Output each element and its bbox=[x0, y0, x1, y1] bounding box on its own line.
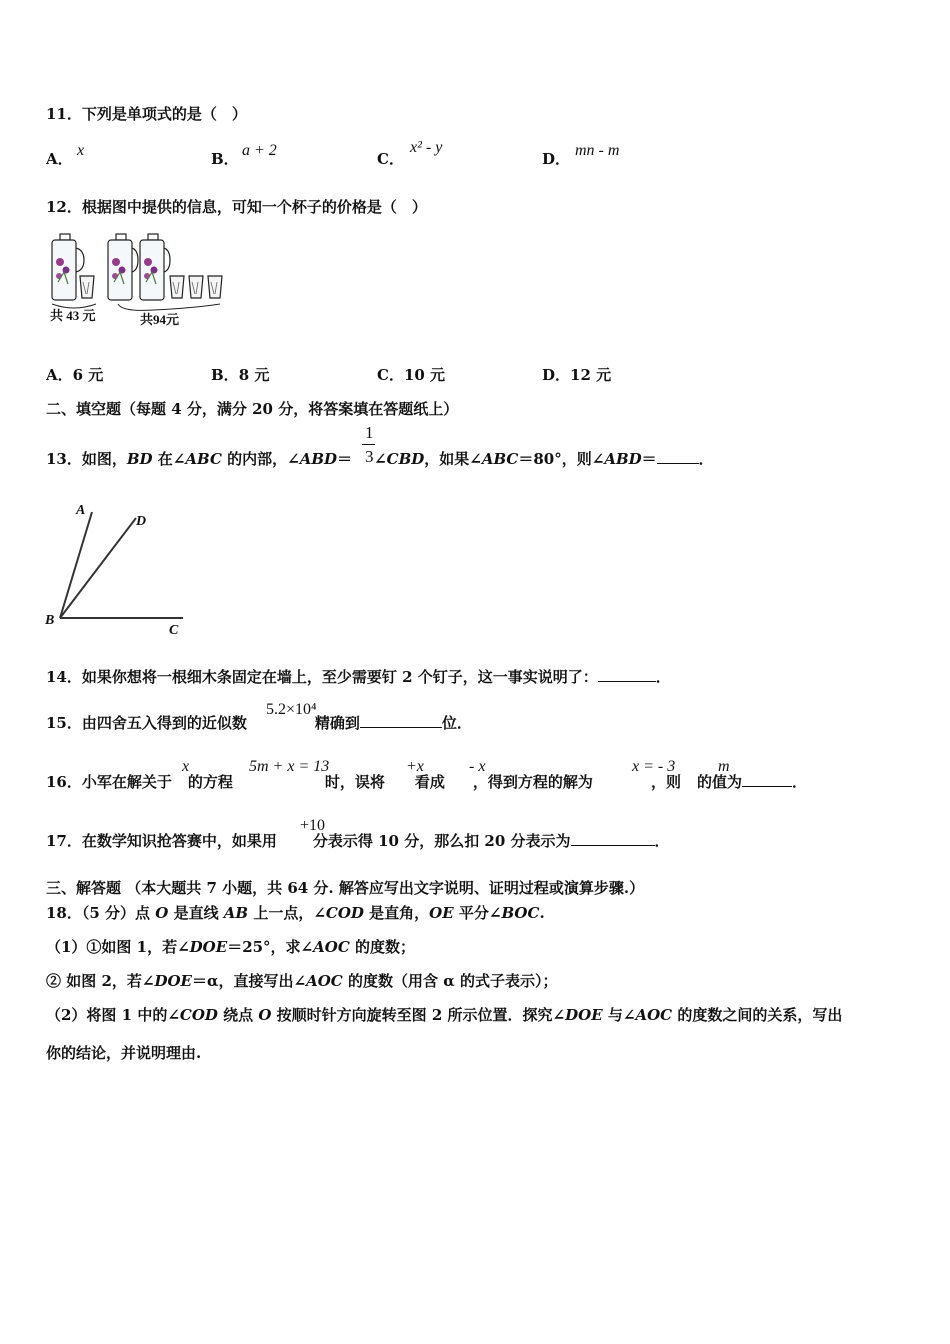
q16-plus-x: +x bbox=[406, 758, 424, 775]
q16-part: ，则 bbox=[650, 773, 681, 791]
q13-var-abc: ABC bbox=[481, 450, 519, 468]
q18-part: 是直角， bbox=[363, 904, 430, 922]
q18-part: . bbox=[539, 904, 545, 922]
q13-var-abd: ABD bbox=[299, 450, 338, 468]
q18-var: COD bbox=[179, 1006, 218, 1024]
q16-var-m: m bbox=[718, 758, 730, 775]
q18-part: 平分∠ bbox=[453, 904, 502, 922]
option-letter: B． bbox=[211, 366, 239, 384]
q13-var-cbd: CBD bbox=[386, 450, 425, 468]
q13-angle-figure bbox=[40, 498, 190, 640]
q15-part: 15．由四舍五入得到的近似数 bbox=[46, 714, 247, 732]
option-letter: C． bbox=[377, 150, 404, 168]
q16-part: ，得到方程的解为 bbox=[472, 773, 593, 791]
q12-figure-thermos-and-cups bbox=[46, 232, 236, 332]
q12-stem: 12．根据图中提供的信息，可知一个杯子的价格是（ ） bbox=[46, 198, 427, 216]
option-text: 8 元 bbox=[238, 366, 270, 384]
q17-text bbox=[46, 830, 670, 851]
q13-var-abd: ABD bbox=[604, 450, 642, 468]
q14-answer-blank[interactable] bbox=[598, 667, 656, 682]
q18-var: DOE bbox=[154, 972, 192, 990]
q17-part: ． bbox=[654, 832, 670, 850]
ray-ba bbox=[60, 512, 92, 618]
q18-var: AOC bbox=[313, 938, 350, 956]
q18-var: AOC bbox=[306, 972, 343, 990]
q12-option-d bbox=[542, 364, 611, 385]
q13-part: ＝ bbox=[641, 450, 657, 468]
q18-var: BOC bbox=[501, 904, 540, 922]
q13-fraction-denominator: 3 bbox=[365, 447, 374, 466]
q12-right-total-label: 共94元 bbox=[140, 312, 180, 327]
q18-part: 18．（5 分）点 bbox=[46, 904, 156, 922]
option-letter: A． bbox=[46, 366, 73, 384]
q18-var: O bbox=[258, 1006, 272, 1024]
cup-icon bbox=[189, 276, 203, 298]
q16-var-x: x bbox=[182, 758, 190, 775]
q18-part: （1）①如图 1，若∠ bbox=[46, 938, 190, 956]
q14-part: ． bbox=[655, 668, 671, 686]
q11-option-b bbox=[211, 148, 239, 169]
q12-option-a bbox=[46, 364, 103, 385]
q16-part: ． bbox=[791, 773, 807, 791]
cup-icon bbox=[80, 276, 94, 298]
q18-part-1-2 bbox=[46, 970, 557, 991]
q11-option-c bbox=[377, 148, 404, 169]
q17-part: 分表示得 10 分，那么扣 20 分表示为 bbox=[312, 832, 571, 850]
q13-text bbox=[46, 448, 714, 469]
q13-answer-blank[interactable] bbox=[657, 449, 699, 464]
point-label-b: B bbox=[45, 613, 55, 628]
q11-option-b-expr: a + 2 bbox=[242, 142, 277, 159]
cup-icon bbox=[208, 276, 222, 298]
q14-text bbox=[46, 666, 671, 687]
q18-var: AOC bbox=[635, 1006, 673, 1024]
q13-part: ＝80°，则∠ bbox=[518, 450, 605, 468]
q11-option-a-expr: x bbox=[77, 142, 85, 159]
ray-bd bbox=[60, 518, 136, 618]
q12-option-b bbox=[211, 364, 269, 385]
q13-var-abc: ABC bbox=[185, 450, 222, 468]
option-letter: D． bbox=[542, 366, 571, 384]
q16-part: 时，误将 bbox=[324, 773, 385, 791]
option-letter: B． bbox=[211, 150, 239, 168]
q18-part: 上一点，∠ bbox=[248, 904, 326, 922]
q11-stem: 11．下列是单项式的是（ ） bbox=[46, 105, 247, 123]
q18-var: O bbox=[155, 904, 169, 922]
option-letter: D． bbox=[542, 150, 571, 168]
q13-fraction-numerator: 1 bbox=[365, 423, 374, 442]
q18-part: 按顺时针方向旋转至图 2 所示位置．探究∠ bbox=[271, 1006, 566, 1024]
q13-part: 在∠ bbox=[152, 450, 186, 468]
q17-part: 17．在数学知识抢答赛中，如果用 bbox=[46, 832, 277, 850]
q12-option-c bbox=[377, 364, 445, 385]
q18-var: DOE bbox=[565, 1006, 603, 1024]
q12-left-total-label: 共 43 元 bbox=[50, 308, 96, 323]
q18-part: ＝α，直接写出∠ bbox=[191, 972, 307, 990]
q18-part: 的度数； bbox=[349, 938, 416, 956]
thermos-icon bbox=[108, 234, 138, 300]
q16-equation: 5m + x = 13 bbox=[249, 758, 330, 775]
q13-part: ，如果∠ bbox=[424, 450, 482, 468]
q13-part: 13．如图， bbox=[46, 450, 127, 468]
q11-option-a bbox=[46, 148, 73, 169]
q11-option-c-expr: x² - y bbox=[410, 139, 443, 156]
q11-option-d-expr: mn - m bbox=[575, 142, 620, 159]
q13-part: 的内部，∠ bbox=[221, 450, 300, 468]
q18-part: 与∠ bbox=[602, 1006, 636, 1024]
section-2-heading: 二、填空题（每题 4 分，满分 20 分，将答案填在答题纸上） bbox=[46, 400, 459, 418]
option-text: 12 元 bbox=[570, 366, 612, 384]
q15-part: 精确到 bbox=[314, 714, 360, 732]
q15-approx-number: 5.2×10⁴ bbox=[266, 701, 317, 718]
q17-answer-blank[interactable] bbox=[571, 831, 655, 846]
q16-answer-blank[interactable] bbox=[742, 772, 792, 787]
q13-part: ． bbox=[698, 450, 714, 468]
q16-text bbox=[46, 771, 807, 792]
q15-text bbox=[46, 712, 472, 733]
thermos-icon bbox=[140, 234, 170, 300]
option-letter: A． bbox=[46, 150, 73, 168]
q18-part: 的度数（用含 α 的式子表示）； bbox=[342, 972, 558, 990]
option-text: 10 元 bbox=[403, 366, 446, 384]
q13-var-bd: BD bbox=[126, 450, 153, 468]
q18-part: 的度数之间的关系，写出 bbox=[672, 1006, 843, 1024]
q18-part: （2）将图 1 中的∠ bbox=[46, 1006, 180, 1024]
q16-part: 看成 bbox=[414, 773, 445, 791]
q18-line-1 bbox=[46, 902, 545, 923]
option-letter: C． bbox=[377, 366, 404, 384]
q18-part: 绕点 bbox=[217, 1006, 259, 1024]
q18-var: DOE bbox=[189, 938, 228, 956]
option-text: 6 元 bbox=[72, 366, 104, 384]
q11-option-d bbox=[542, 148, 570, 169]
q18-part: ② 如图 2，若∠ bbox=[46, 972, 155, 990]
q16-part: 16．小军在解关于 bbox=[46, 773, 172, 791]
q18-part: 是直线 bbox=[168, 904, 224, 922]
q18-part-2 bbox=[46, 1004, 842, 1025]
thermos-icon bbox=[52, 234, 84, 300]
q16-solution: x = - 3 bbox=[632, 758, 676, 775]
point-label-a: A bbox=[76, 503, 86, 518]
q18-part: ＝25°，求∠ bbox=[227, 938, 314, 956]
q18-var: OE bbox=[429, 904, 454, 922]
q16-part: 的方程 bbox=[187, 773, 233, 791]
q18-var: COD bbox=[325, 904, 364, 922]
q13-part: ＝ bbox=[337, 450, 353, 468]
q13-part: ∠ bbox=[374, 450, 387, 468]
cup-icon bbox=[170, 276, 184, 298]
point-label-c: C bbox=[169, 623, 179, 638]
q16-minus-x: - x bbox=[469, 758, 486, 775]
q13-fraction-bar bbox=[362, 444, 375, 445]
point-label-d: D bbox=[136, 514, 147, 529]
q15-answer-blank[interactable] bbox=[360, 713, 442, 728]
q18-part-2-cont: 你的结论，并说明理由. bbox=[46, 1044, 202, 1062]
q18-var: AB bbox=[223, 904, 249, 922]
q15-part: 位． bbox=[441, 714, 472, 732]
q16-part: 的值为 bbox=[696, 773, 742, 791]
q14-part: 14．如果你想将一根细木条固定在墙上，至少需要钉 2 个钉子，这一事实说明了： bbox=[46, 668, 598, 686]
q18-part-1 bbox=[46, 936, 415, 957]
q17-value: +10 bbox=[300, 817, 326, 834]
section-3-heading: 三、解答题 （本大题共 7 小题，共 64 分. 解答应写出文字说明、证明过程或演算步骤.） bbox=[46, 879, 645, 897]
